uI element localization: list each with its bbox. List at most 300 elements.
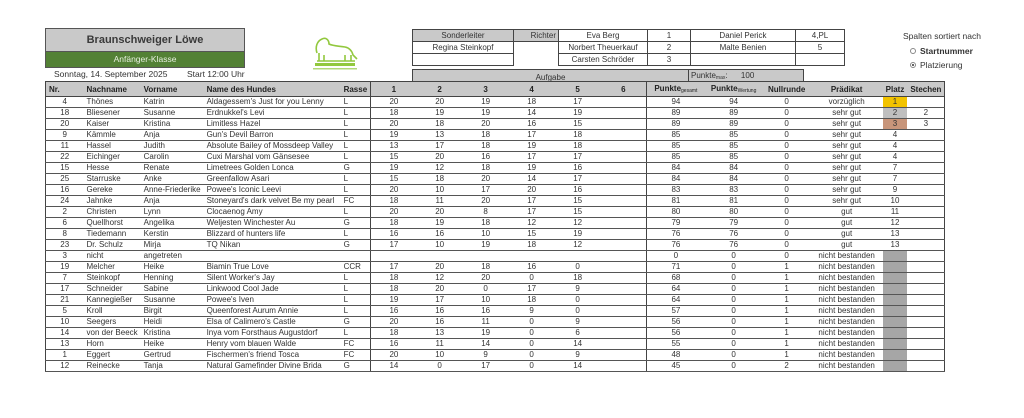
row-hund: Powee's Iven [204,295,341,306]
richter-label: Richter [514,30,559,42]
punkte-max-sub: max [715,75,726,81]
row-aufgabe-3: 10 [463,295,509,306]
officials-table [412,29,845,66]
row-aufgabe-5: 9 [555,284,601,295]
row-aufgabe-6 [601,141,647,152]
row-stechen [907,350,945,361]
row-platz [883,284,908,295]
row-vorname: Birgit [141,306,204,317]
row-aufgabe-3 [463,251,509,262]
table-row[interactable] [46,273,945,284]
row-aufgabe-1: 15 [371,174,417,185]
row-aufgabe-1: 19 [371,295,417,306]
row-praedikat: sehr gut [811,196,883,207]
row-platz [883,317,908,328]
row-hund: Limitless Hazel [204,119,341,130]
table-row[interactable] [46,218,945,229]
aufgabe-label: Aufgabe [413,70,689,85]
judge-4-num: 4,PL [796,30,845,42]
row-praedikat: nicht bestanden [811,295,883,306]
row-aufgabe-2: 20 [417,207,463,218]
row-aufgabe-2: 10 [417,350,463,361]
row-aufgabe-4: 0 [509,339,555,350]
header-row [46,82,945,97]
row-punkte-gesamt: 80 [647,207,705,218]
row-aufgabe-4: 17 [509,130,555,141]
row-nullrunde: 0 [763,141,811,152]
col-aufgabe-5[interactable]: 5 [555,82,601,97]
row-nachname: Dr. Schulz [84,240,141,251]
row-vorname: Henning [141,273,204,284]
row-stechen [907,207,945,218]
row-nullrunde: 0 [763,163,811,174]
row-nullrunde: 0 [763,229,811,240]
row-aufgabe-5: 17 [555,174,601,185]
judge-6-name [691,54,796,66]
table-row[interactable] [46,229,945,240]
row-aufgabe-1: 20 [371,119,417,130]
row-aufgabe-6 [601,218,647,229]
row-aufgabe-6 [601,295,647,306]
row-punkte-gesamt: 85 [647,130,705,141]
row-aufgabe-6 [601,317,647,328]
row-nr: 24 [46,196,84,207]
row-punkte-wertung: 0 [705,361,763,372]
row-punkte-gesamt: 55 [647,339,705,350]
col-vorname[interactable]: Vorname [141,82,204,97]
row-punkte-wertung: 79 [705,218,763,229]
row-nr: 7 [46,273,84,284]
table-row[interactable] [46,108,945,119]
row-nr: 17 [46,284,84,295]
row-vorname: Kristina [141,119,204,130]
row-punkte-wertung: 0 [705,328,763,339]
row-punkte-gesamt: 94 [647,97,705,108]
table-row[interactable] [46,350,945,361]
row-punkte-wertung: 89 [705,119,763,130]
row-aufgabe-5: 12 [555,240,601,251]
row-stechen [907,229,945,240]
row-aufgabe-3: 20 [463,273,509,284]
row-vorname: Tanja [141,361,204,372]
row-aufgabe-4: 9 [509,306,555,317]
sort-option-label: Startnummer [920,46,973,56]
radio-icon[interactable] [910,48,916,54]
row-aufgabe-4: 0 [509,328,555,339]
row-aufgabe-6 [601,119,647,130]
table-row[interactable] [46,328,945,339]
row-nachname: Christen [84,207,141,218]
row-stechen: 3 [907,119,945,130]
row-punkte-gesamt: 0 [647,251,705,262]
row-aufgabe-2: 18 [417,119,463,130]
table-row[interactable] [46,284,945,295]
row-stechen [907,185,945,196]
col-nr[interactable]: Nr. [46,82,84,97]
table-row[interactable] [46,174,945,185]
row-nullrunde: 0 [763,185,811,196]
row-platz: 4 [883,141,908,152]
table-row[interactable] [46,152,945,163]
row-punkte-wertung: 94 [705,97,763,108]
sort-option-platzierung[interactable] [910,60,963,70]
row-aufgabe-1: 18 [371,328,417,339]
row-praedikat: nicht bestanden [811,284,883,295]
row-vorname: angetreten [141,251,204,262]
row-platz: 7 [883,174,908,185]
row-aufgabe-5: 0 [555,306,601,317]
row-rasse: FC [341,339,371,350]
table-row[interactable] [46,207,945,218]
row-praedikat: gut [811,240,883,251]
row-aufgabe-1: 18 [371,196,417,207]
row-aufgabe-1: 18 [371,108,417,119]
sonderleiter-name: Regina Steinkopf [413,42,514,54]
row-aufgabe-6 [601,350,647,361]
row-platz: 13 [883,240,908,251]
row-vorname: Kristina [141,328,204,339]
row-hund: Cuxi Marshal vom Gänsesee [204,152,341,163]
col-aufgabe-3[interactable]: 3 [463,82,509,97]
row-stechen [907,240,945,251]
row-aufgabe-1: 17 [371,262,417,273]
table-row[interactable] [46,163,945,174]
col-platz[interactable]: Platz [883,82,908,97]
start-time: Start 12:00 Uhr [187,69,245,79]
row-aufgabe-3: 19 [463,328,509,339]
row-aufgabe-6 [601,229,647,240]
row-punkte-wertung: 84 [705,163,763,174]
col-aufgabe-4[interactable]: 4 [509,82,555,97]
row-nachname: Starruske [84,174,141,185]
row-rasse: L [341,108,371,119]
row-aufgabe-6 [601,240,647,251]
row-nullrunde: 1 [763,262,811,273]
row-stechen [907,141,945,152]
row-praedikat: nicht bestanden [811,273,883,284]
col-nachname[interactable]: Nachname [84,82,141,97]
row-platz: 4 [883,130,908,141]
row-aufgabe-4: 18 [509,240,555,251]
event-date: Sonntag, 14. September 2025 [54,69,168,79]
row-stechen [907,295,945,306]
col-punkte-gesamt[interactable] [647,82,705,97]
row-hund: Henry vom blauen Walde [204,339,341,350]
judge-4-name: Daniel Perick [691,30,796,42]
row-aufgabe-5: 0 [555,295,601,306]
row-hund: Clocaenog Amy [204,207,341,218]
row-nachname: Gereke [84,185,141,196]
row-nr: 15 [46,163,84,174]
row-hund: Queenforest Aurum Annie [204,306,341,317]
row-rasse: CCR [341,262,371,273]
row-vorname: Sabine [141,284,204,295]
row-rasse: L [341,273,371,284]
row-hund: Fischermen's friend Tosca [204,350,341,361]
table-row[interactable] [46,196,945,207]
row-punkte-gesamt: 76 [647,229,705,240]
row-platz [883,273,908,284]
judge-2-num: 2 [648,42,691,54]
row-aufgabe-6 [601,284,647,295]
row-aufgabe-4: 18 [509,295,555,306]
row-aufgabe-3: 16 [463,306,509,317]
row-aufgabe-6 [601,185,647,196]
sonderleiter-label: Sonderleiter [413,30,514,42]
row-aufgabe-6 [601,108,647,119]
row-punkte-gesamt: 84 [647,174,705,185]
row-punkte-gesamt: 79 [647,218,705,229]
row-aufgabe-2: 10 [417,240,463,251]
row-aufgabe-6 [601,361,647,372]
row-aufgabe-2: 18 [417,174,463,185]
sort-label: Spalten sortiert nach [903,31,981,41]
row-punkte-gesamt: 85 [647,152,705,163]
row-vorname: Heike [141,339,204,350]
row-vorname: Anja [141,196,204,207]
row-nullrunde: 1 [763,317,811,328]
table-row[interactable] [46,119,945,130]
table-row[interactable] [46,295,945,306]
row-vorname: Heidi [141,317,204,328]
row-aufgabe-1: 18 [371,218,417,229]
row-platz [883,339,908,350]
table-row[interactable] [46,97,945,108]
row-rasse: L [341,152,371,163]
row-aufgabe-4: 17 [509,196,555,207]
row-rasse: G [341,163,371,174]
row-nachname: Tiedemann [84,229,141,240]
col-hund[interactable]: Name des Hundes [204,82,341,97]
row-punkte-gesamt: 64 [647,284,705,295]
row-aufgabe-5: 9 [555,317,601,328]
col-stechen[interactable]: Stechen [907,82,945,97]
judge-2-name: Norbert Theuerkauf [559,42,648,54]
row-aufgabe-3: 14 [463,339,509,350]
row-aufgabe-3: 18 [463,262,509,273]
row-aufgabe-1: 16 [371,339,417,350]
row-vorname: Katrin [141,97,204,108]
row-platz [883,262,908,273]
table-row[interactable] [46,339,945,350]
row-aufgabe-3: 20 [463,196,509,207]
row-hund: Aldagessem's Just for you Lenny [204,97,341,108]
row-nachname: Kroll [84,306,141,317]
row-rasse: L [341,207,371,218]
col-rasse[interactable]: Rasse [341,82,371,97]
row-aufgabe-4: 17 [509,207,555,218]
row-punkte-wertung: 89 [705,108,763,119]
punkte-label: Punkte [710,84,738,93]
row-hund: Linkwood Cool Jade [204,284,341,295]
row-aufgabe-2: 12 [417,163,463,174]
row-aufgabe-4: 12 [509,218,555,229]
row-aufgabe-2: 11 [417,196,463,207]
row-aufgabe-4: 20 [509,185,555,196]
table-row[interactable] [46,361,945,372]
sort-option-startnummer[interactable] [910,46,973,56]
row-aufgabe-5: 17 [555,97,601,108]
row-aufgabe-1: 14 [371,361,417,372]
table-row[interactable] [46,262,945,273]
judge-5-name: Malte Benien [691,42,796,54]
competition-title: Braunschweiger Löwe [45,28,245,52]
row-stechen [907,251,945,262]
row-platz [883,361,908,372]
row-praedikat: nicht bestanden [811,339,883,350]
row-platz: 4 [883,152,908,163]
row-aufgabe-6 [601,174,647,185]
row-hund: Blizzard of hunters life [204,229,341,240]
row-nachname: Quellhorst [84,218,141,229]
row-aufgabe-3: 10 [463,229,509,240]
row-aufgabe-6 [601,152,647,163]
col-nullrunde[interactable]: Nullrunde [763,82,811,97]
row-nr: 23 [46,240,84,251]
row-praedikat: sehr gut [811,130,883,141]
col-praedikat[interactable]: Prädikat [811,82,883,97]
row-aufgabe-5: 15 [555,207,601,218]
row-nr: 2 [46,207,84,218]
row-aufgabe-1: 13 [371,141,417,152]
row-platz: 7 [883,163,908,174]
row-aufgabe-1: 16 [371,229,417,240]
row-nachname: Bliesener [84,108,141,119]
row-aufgabe-4: 14 [509,108,555,119]
row-aufgabe-2: 20 [417,262,463,273]
table-row[interactable] [46,317,945,328]
row-aufgabe-4: 19 [509,163,555,174]
row-aufgabe-5: 14 [555,339,601,350]
col-punkte-wertung[interactable] [705,82,763,97]
row-aufgabe-3: 11 [463,317,509,328]
row-hund: TQ Nikan [204,240,341,251]
row-aufgabe-2: 17 [417,295,463,306]
row-nullrunde: 1 [763,350,811,361]
row-vorname: Renate [141,163,204,174]
row-rasse: G [341,240,371,251]
row-aufgabe-5 [555,251,601,262]
row-nr: 5 [46,306,84,317]
row-hund: Silent Worker's Jay [204,273,341,284]
row-aufgabe-2: 17 [417,141,463,152]
row-punkte-wertung: 85 [705,141,763,152]
col-aufgabe-6[interactable]: 6 [601,82,647,97]
row-aufgabe-2: 11 [417,339,463,350]
row-nullrunde: 0 [763,119,811,130]
row-punkte-wertung: 0 [705,306,763,317]
row-hund: Limetrees Golden Lonca [204,163,341,174]
row-aufgabe-5: 17 [555,152,601,163]
row-aufgabe-4: 19 [509,141,555,152]
row-platz: 12 [883,218,908,229]
table-row[interactable] [46,306,945,317]
row-stechen [907,284,945,295]
row-nullrunde: 0 [763,196,811,207]
row-nullrunde: 1 [763,306,811,317]
row-vorname: Susanne [141,295,204,306]
row-rasse: G [341,218,371,229]
row-nachname: Horn [84,339,141,350]
row-aufgabe-2: 19 [417,218,463,229]
row-nr: 16 [46,185,84,196]
row-aufgabe-4: 0 [509,350,555,361]
row-nr: 13 [46,339,84,350]
table-row[interactable] [46,185,945,196]
row-rasse: G [341,361,371,372]
col-aufgabe-1[interactable]: 1 [371,82,417,97]
row-punkte-wertung: 0 [705,262,763,273]
row-platz: 10 [883,196,908,207]
row-punkte-wertung: 0 [705,284,763,295]
row-nachname: von der Beeck [84,328,141,339]
row-praedikat: vorzüglich [811,97,883,108]
wertung-sub: Wertung [737,88,757,94]
row-punkte-wertung: 0 [705,295,763,306]
table-row[interactable] [46,130,945,141]
row-aufgabe-5: 18 [555,130,601,141]
row-praedikat: nicht bestanden [811,317,883,328]
richter-spacer [514,42,559,54]
row-aufgabe-6 [601,97,647,108]
row-punkte-wertung: 0 [705,251,763,262]
row-punkte-gesamt: 85 [647,141,705,152]
row-nachname: Schneider [84,284,141,295]
class-label: Anfänger-Klasse [45,52,245,68]
row-punkte-gesamt: 89 [647,119,705,130]
row-rasse: L [341,284,371,295]
row-nullrunde: 0 [763,240,811,251]
row-punkte-wertung: 84 [705,174,763,185]
row-vorname: Anja [141,130,204,141]
table-row[interactable] [46,251,945,262]
row-rasse: L [341,174,371,185]
row-aufgabe-4: 16 [509,119,555,130]
row-nachname: Reinecke [84,361,141,372]
row-hund: Elsa of Calimero's Castle [204,317,341,328]
row-praedikat: sehr gut [811,119,883,130]
col-aufgabe-2[interactable]: 2 [417,82,463,97]
row-punkte-wertung: 0 [705,317,763,328]
row-aufgabe-5: 12 [555,218,601,229]
row-aufgabe-1: 18 [371,273,417,284]
row-nachname: Hesse [84,163,141,174]
row-aufgabe-6 [601,306,647,317]
row-aufgabe-1: 19 [371,130,417,141]
row-punkte-gesamt: 48 [647,350,705,361]
row-punkte-gesamt: 89 [647,108,705,119]
row-aufgabe-3: 20 [463,174,509,185]
radio-selected-icon[interactable] [910,62,916,68]
row-hund: Biamin True Love [204,262,341,273]
row-punkte-wertung: 81 [705,196,763,207]
row-nachname: Melcher [84,262,141,273]
row-nachname: Steinkopf [84,273,141,284]
table-row[interactable] [46,240,945,251]
row-platz [883,350,908,361]
row-stechen: 2 [907,108,945,119]
row-aufgabe-1: 20 [371,97,417,108]
row-nachname: Eggert [84,350,141,361]
punkte-max-label: Punkte [691,71,716,80]
table-row[interactable] [46,141,945,152]
row-aufgabe-2: 19 [417,108,463,119]
row-nullrunde: 0 [763,251,811,262]
row-nullrunde: 0 [763,174,811,185]
row-aufgabe-3: 16 [463,152,509,163]
row-punkte-gesamt: 68 [647,273,705,284]
judge-3-name: Carsten Schröder [559,54,648,66]
